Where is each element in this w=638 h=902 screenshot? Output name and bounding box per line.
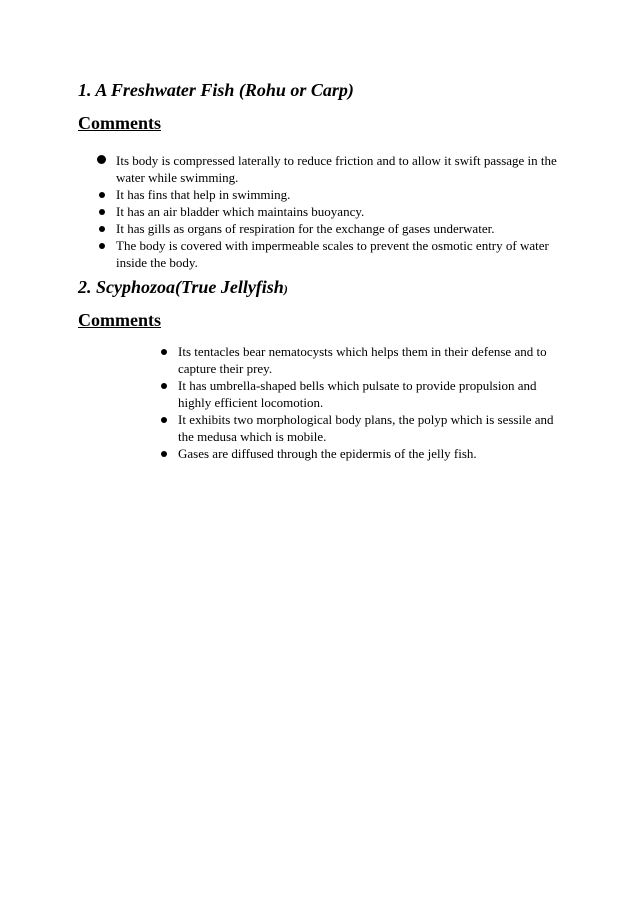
list-item: Gases are diffused through the epidermis of the jelly fish. <box>178 445 560 462</box>
bullet-icon <box>99 243 105 249</box>
list-item: Its body is compressed laterally to reduce friction and to allow it swift passage in the water while swimming. <box>116 152 560 186</box>
list-item: The body is covered with impermeable scales to prevent the osmotic entry of water inside the body. <box>116 237 560 271</box>
bullet-icon <box>99 192 105 198</box>
section-2-bullet-list <box>178 343 560 462</box>
section-1-bullet-list <box>116 152 560 271</box>
bullet-icon <box>161 383 167 389</box>
bullet-icon <box>161 451 167 457</box>
section-1-comments-heading: Comments <box>78 113 161 133</box>
bullet-icon <box>97 155 106 164</box>
list-item: It has gills as organs of respiration for the exchange of gases underwater. <box>116 220 560 237</box>
section-2-comments-heading: Comments <box>78 310 161 330</box>
bullet-icon <box>99 226 105 232</box>
list-item: It has fins that help in swimming. <box>116 186 560 203</box>
bullet-icon <box>161 417 167 423</box>
list-item: It has umbrella-shaped bells which pulsate to provide propulsion and highly efficient locomotion. <box>178 377 560 411</box>
bullet-icon <box>161 349 167 355</box>
section-1-title: 1. A Freshwater Fish (Rohu or Carp) <box>78 80 354 100</box>
list-item: It exhibits two morphological body plans, the polyp which is sessile and the medusa which is mobile. <box>178 411 560 445</box>
section-2-title: 2. Scyphozoa(True Jellyfish) <box>78 277 288 297</box>
list-item: Its tentacles bear nematocysts which helps them in their defense and to capture their prey. <box>178 343 560 377</box>
list-item: It has an air bladder which maintains buoyancy. <box>116 203 560 220</box>
bullet-icon <box>99 209 105 215</box>
